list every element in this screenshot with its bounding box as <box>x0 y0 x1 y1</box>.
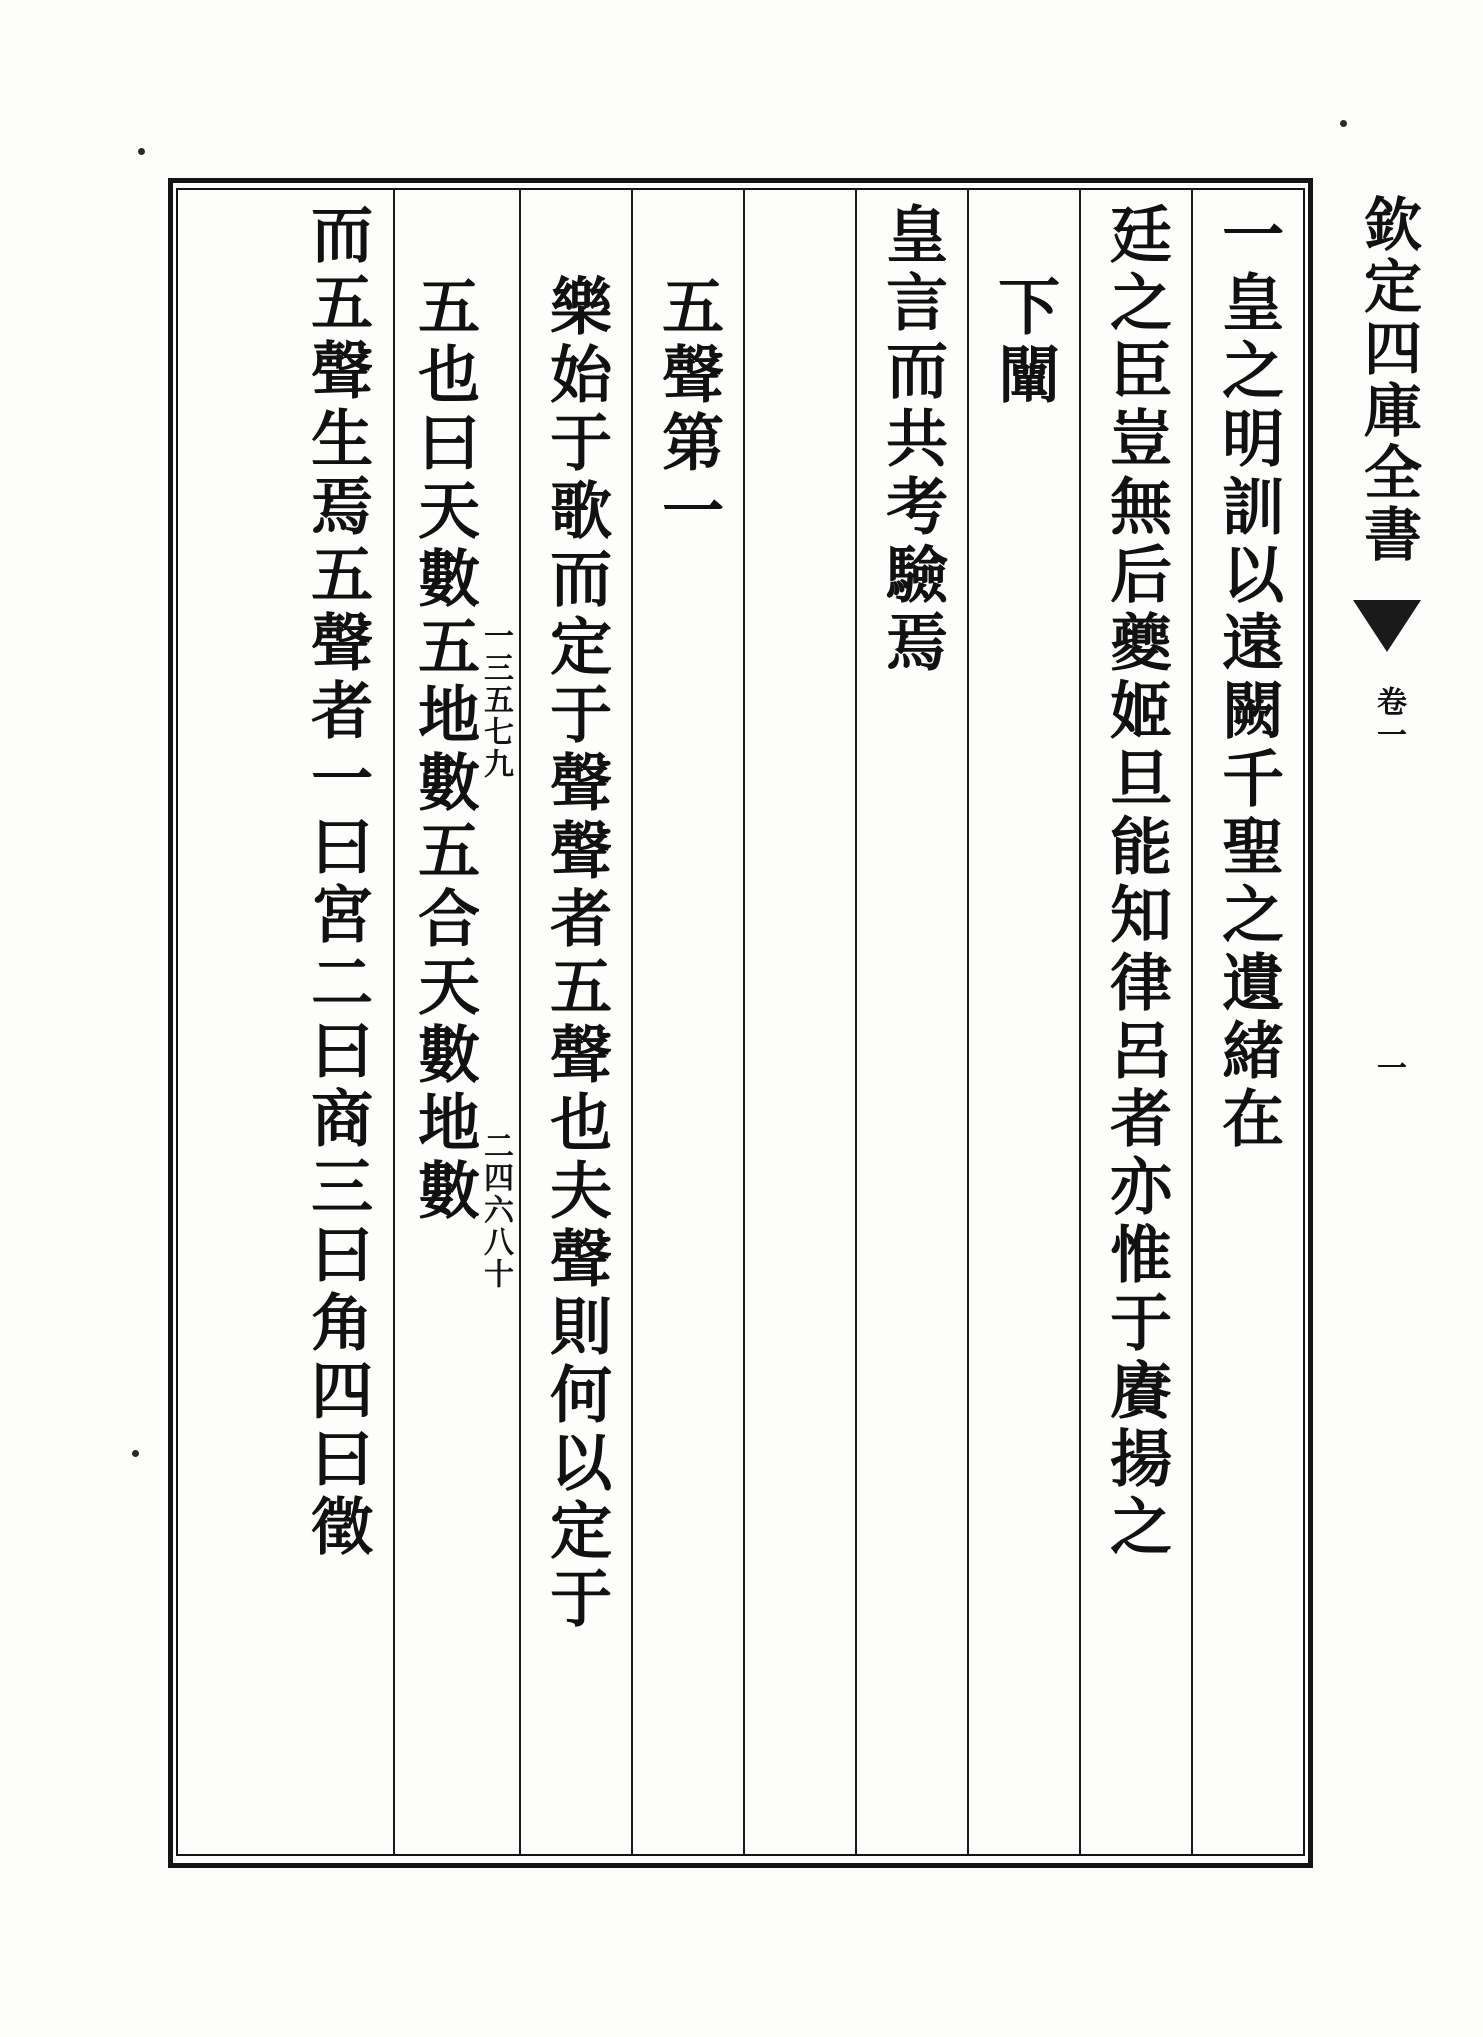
text-column-6-section-title <box>631 190 743 1854</box>
annotation-earth-numbers: 二四六八十 <box>478 1130 513 1290</box>
column-text: 皇言而共考驗焉 <box>875 202 949 678</box>
scan-speck <box>132 1450 139 1457</box>
text-column-2 <box>1079 190 1191 1854</box>
banner-strip <box>1329 186 1447 1826</box>
text-column-5-blank <box>743 190 855 1854</box>
page-number: 一 <box>1371 1052 1406 1082</box>
text-column-7 <box>519 190 631 1854</box>
scan-speck <box>138 148 145 155</box>
annotation-heaven-numbers: 一三五七九 <box>478 620 513 780</box>
text-column-9 <box>281 190 393 1854</box>
text-column-3 <box>967 190 1079 1854</box>
column-text: 樂始于歌而定于聲聲者五聲也夫聲則何以定于 <box>539 274 613 1634</box>
text-column-container <box>178 190 1303 1854</box>
volume-label: 卷一 <box>1371 686 1406 752</box>
column-text: 下闡 <box>987 274 1061 410</box>
text-column-1 <box>1191 190 1303 1854</box>
text-column-8 <box>393 190 519 1854</box>
book-title: 欽定四庫全書 <box>1354 194 1422 566</box>
column-text: 廷之臣豈無后夔姬旦能知律呂者亦惟于賡揚之 <box>1099 202 1173 1562</box>
scan-speck <box>1340 120 1347 127</box>
section-title: 五聲第一 <box>651 274 725 546</box>
column-text: 一皇之明訓以遠闕千聖之遺緒在 <box>1211 202 1285 1154</box>
fishtail-mark-icon <box>1353 600 1421 652</box>
text-column-4 <box>855 190 967 1854</box>
column-text: 而五聲生焉五聲者一曰宮二曰商三曰角四曰徵 <box>300 202 374 1562</box>
column-text: 五也曰天數五地數五合天數地數 <box>407 274 481 1226</box>
